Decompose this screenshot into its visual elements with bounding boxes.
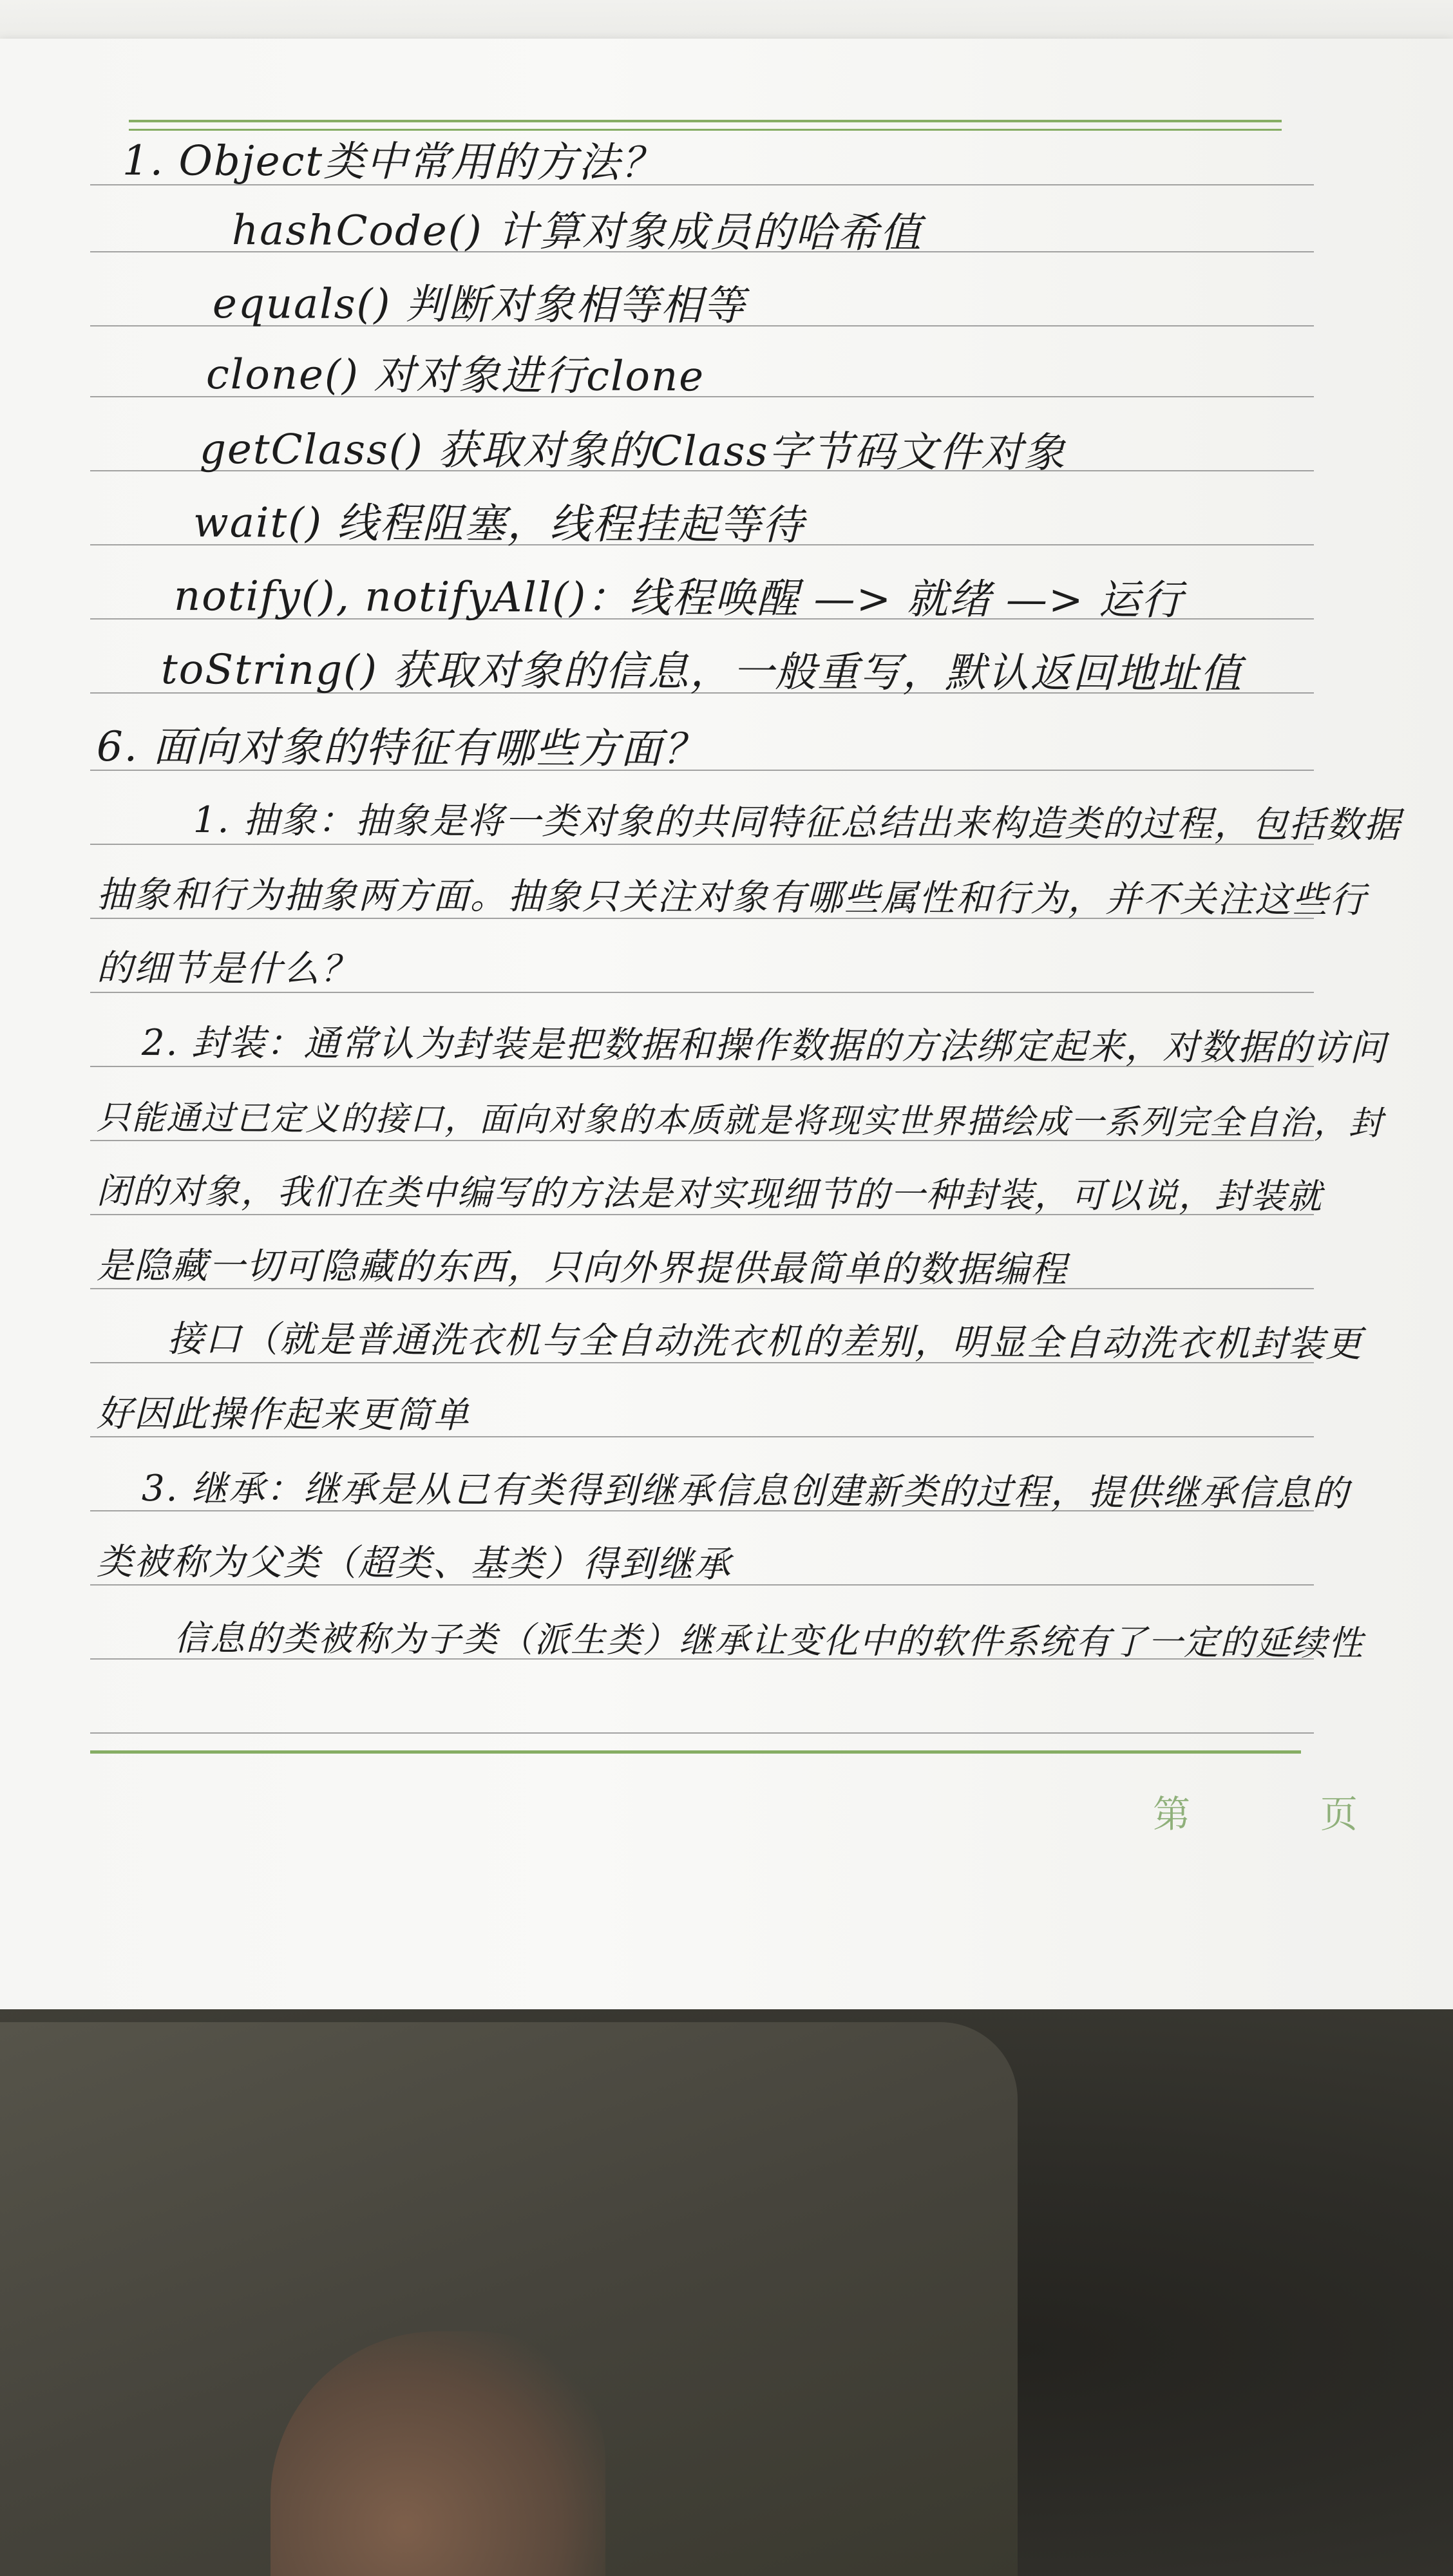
note-line-1: 1. Object类中常用的方法？ bbox=[122, 137, 664, 187]
ruled-line bbox=[90, 1732, 1314, 1734]
bottom-green-rule bbox=[90, 1750, 1301, 1754]
note-line-21: 信息的类被称为子类（派生类）继承让变化中的软件系统有了一定的延续性 bbox=[173, 1618, 1365, 1664]
note-line-2: hashCode() 计算对象成员的哈希值 bbox=[231, 207, 923, 258]
note-line-17: 接口（就是普通洗衣机与全自动洗衣机的差别，明显全自动洗衣机封装更 bbox=[167, 1318, 1363, 1366]
note-line-16: 是隐藏一切可隐藏的东西，只向外界提供最简单的数据编程 bbox=[96, 1245, 1068, 1291]
note-line-11: 抽象和行为抽象两方面。抽象只关注对象有哪些属性和行为，并不关注这些行 bbox=[96, 874, 1367, 922]
note-line-14: 只能通过已定义的接口，面向对象的本质就是将现实世界描绘成一系列完全自治，封 bbox=[96, 1099, 1384, 1143]
note-line-12: 的细节是什么？ bbox=[96, 947, 359, 990]
note-line-15: 闭的对象，我们在类中编写的方法是对实现细节的一种封装，可以说，封装就 bbox=[96, 1171, 1324, 1217]
note-line-9: 6. 面向对象的特征有哪些方面？ bbox=[96, 723, 706, 774]
note-line-19: 3. 继承：继承是从已有类得到继承信息创建新类的过程，提供继承信息的 bbox=[141, 1468, 1350, 1515]
top-green-rule bbox=[129, 120, 1282, 122]
page-label-prefix: 第 bbox=[1153, 1792, 1191, 1836]
note-line-3: equals() 判断对象相等相等 bbox=[212, 280, 746, 330]
note-line-6: wait() 线程阻塞，线程挂起等待 bbox=[193, 499, 805, 550]
note-line-20: 类被称为父类（超类、基类）得到继承 bbox=[96, 1541, 732, 1586]
note-line-7: notify(), notifyAll()：线程唤醒 —> 就绪 —> 运行 bbox=[173, 573, 1184, 625]
top-green-rule-secondary bbox=[129, 129, 1282, 131]
note-line-8: toString() 获取对象的信息，一般重写，默认返回地址值 bbox=[160, 646, 1243, 699]
note-line-18: 好因此操作起来更简单 bbox=[96, 1393, 471, 1437]
notebook-page bbox=[0, 39, 1453, 2016]
note-line-13: 2. 封装：通常认为封装是把数据和操作数据的方法绑定起来，对数据的访问 bbox=[141, 1022, 1387, 1070]
note-line-10: 1. 抽象：抽象是将一类对象的共同特征总结出来构造类的过程，包括数据 bbox=[193, 799, 1401, 847]
page-label-suffix: 页 bbox=[1320, 1792, 1358, 1836]
note-line-4: clone() 对对象进行clone bbox=[205, 351, 705, 401]
note-line-5: getClass() 获取对象的Class字节码文件对象 bbox=[199, 426, 1067, 477]
